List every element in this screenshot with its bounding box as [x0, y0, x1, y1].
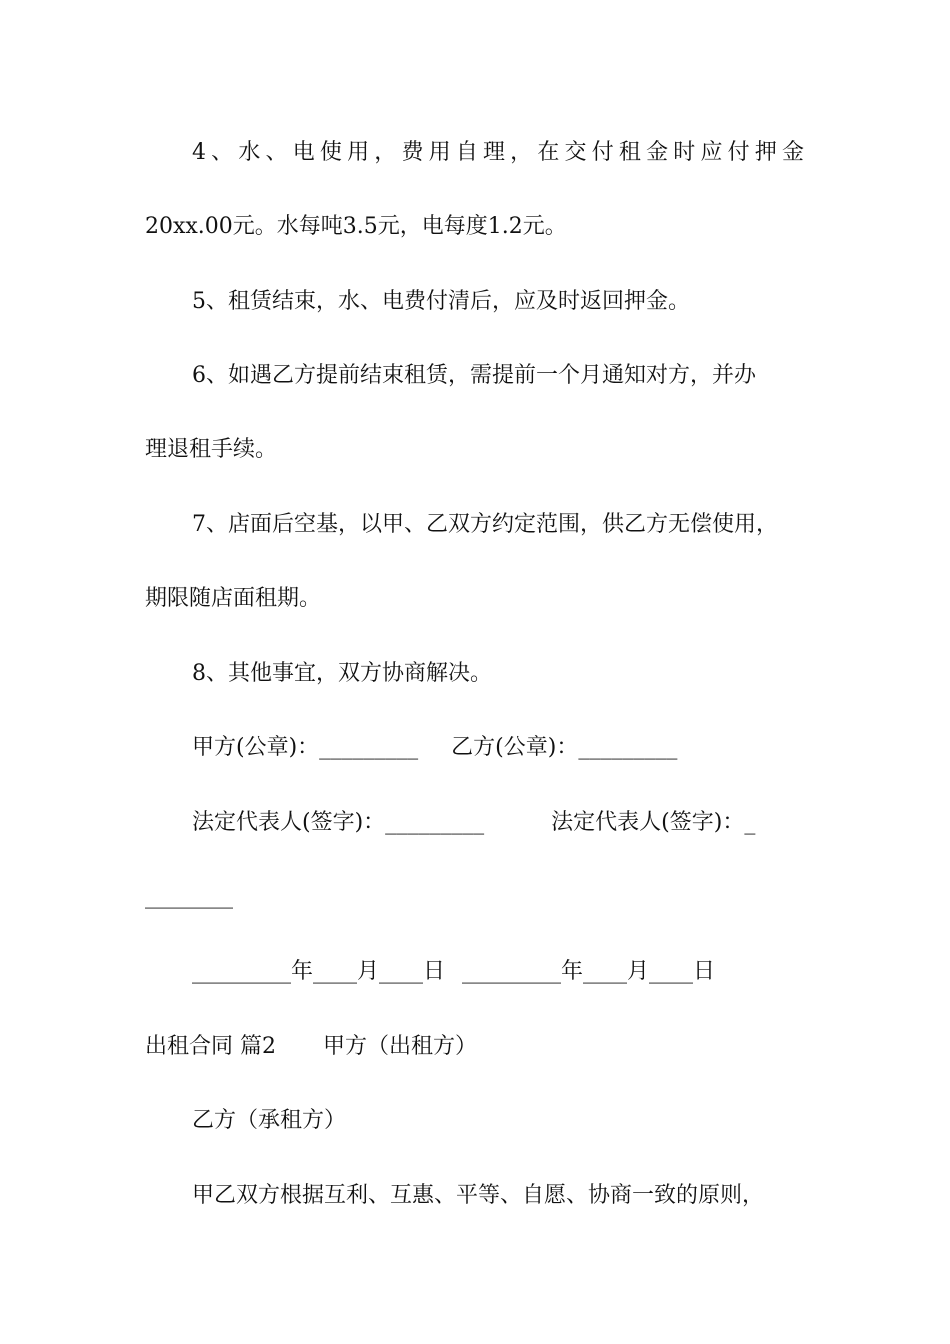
clause-8: 8、其他事宜，双方协商解决。 — [192, 661, 492, 686]
party-a-seal: 甲方(公章)：_________ — [192, 735, 419, 760]
clause-6-line-1: 6、如遇乙方提前结束租赁，需提前一个月通知对方，并办 — [192, 363, 756, 388]
agreement-intro: 甲乙双方根据互利、互惠、平等、自愿、协商一致的原则， — [192, 1183, 765, 1208]
party-b-representative: 法定代表人(签字)：_ — [551, 810, 756, 835]
signature-parties-line — [192, 733, 835, 763]
section-title: 出租合同 篇2 — [145, 1034, 276, 1059]
party-a-representative: 法定代表人(签字)：_________ — [192, 810, 485, 835]
party-b-date: _________年____月____日 — [462, 959, 716, 984]
dates-line — [192, 957, 835, 987]
clause-7-line-2: 期限随店面租期。 — [145, 586, 322, 611]
clause-4-line-1: 4、水、电使用，费用自理，在交付租金时应付押金 — [192, 140, 804, 165]
lessor-label: 甲方（出租方） — [323, 1034, 478, 1059]
lessee-label: 乙方（承租方） — [192, 1108, 347, 1133]
representatives-line — [192, 808, 835, 838]
clause-5: 5、租赁结束，水、电费付清后，应及时返回押金。 — [192, 289, 690, 314]
section-heading-line — [145, 1032, 835, 1062]
party-a-date: _________年____月____日 — [192, 959, 446, 984]
clause-7-line-1: 7、店面后空基，以甲、乙双方约定范围，供乙方无偿使用， — [192, 512, 778, 537]
party-b-representative-continued: ________ — [145, 884, 233, 909]
clause-6-line-2: 理退租手续。 — [145, 437, 278, 462]
party-b-seal: 乙方(公章)：_________ — [451, 735, 678, 760]
clause-4-line-2: 20xx.00元。水每吨3.5元，电每度1.2元。 — [145, 214, 567, 239]
